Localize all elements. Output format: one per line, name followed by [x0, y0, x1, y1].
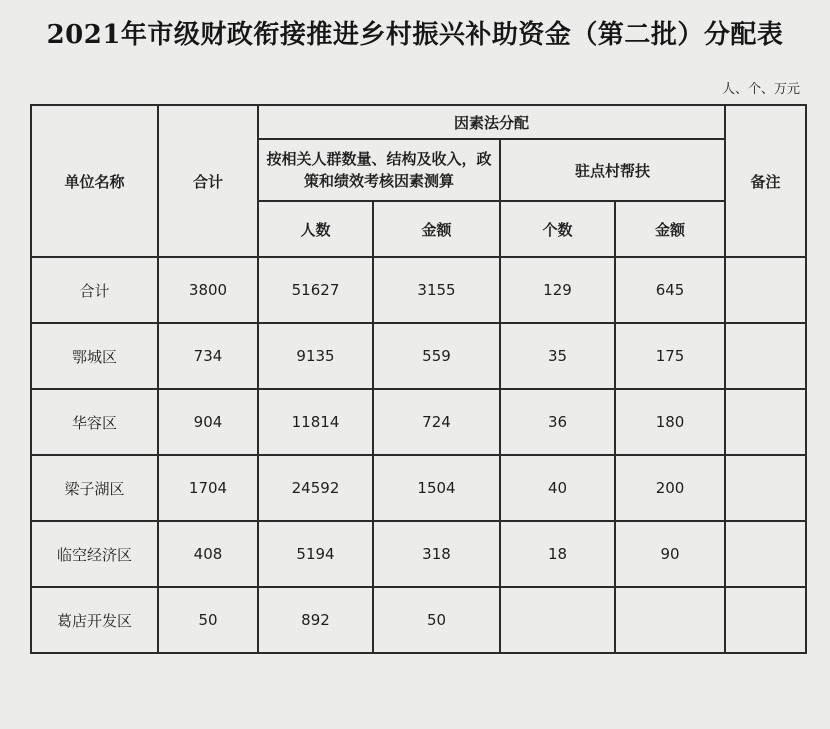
- table-row: [31, 389, 806, 455]
- cell-amount: 724: [373, 389, 500, 455]
- cell-remark: [725, 587, 806, 653]
- cell-amount: 1504: [373, 455, 500, 521]
- header-total: 合计: [158, 105, 258, 257]
- header-population-factor: 按相关人群数量、结构及收入，政策和绩效考核因素测算: [258, 139, 500, 201]
- header-people: 人数: [258, 201, 373, 257]
- cell-total: 408: [158, 521, 258, 587]
- header-unit-name: 单位名称: [31, 105, 158, 257]
- table-row: [31, 521, 806, 587]
- allocation-table: [30, 104, 807, 654]
- page-title: 2021年市级财政衔接推进乡村振兴补助资金（第二批）分配表: [46, 20, 784, 50]
- cell-amount: 318: [373, 521, 500, 587]
- cell-count: 40: [500, 455, 615, 521]
- cell-remark: [725, 323, 806, 389]
- cell-amount-village: [615, 587, 725, 653]
- cell-name: 合计: [31, 257, 158, 323]
- cell-total: 3800: [158, 257, 258, 323]
- cell-count: [500, 587, 615, 653]
- cell-remark: [725, 389, 806, 455]
- cell-amount-village: 200: [615, 455, 725, 521]
- header-village-support: 驻点村帮扶: [500, 139, 725, 201]
- cell-name: 华容区: [31, 389, 158, 455]
- table-row: [31, 587, 806, 653]
- cell-name: 梁子湖区: [31, 455, 158, 521]
- cell-count: 18: [500, 521, 615, 587]
- cell-total: 904: [158, 389, 258, 455]
- cell-remark: [725, 257, 806, 323]
- cell-name: 鄂城区: [31, 323, 158, 389]
- cell-people: 9135: [258, 323, 373, 389]
- cell-count: 35: [500, 323, 615, 389]
- cell-amount: 3155: [373, 257, 500, 323]
- cell-total: 734: [158, 323, 258, 389]
- header-count: 个数: [500, 201, 615, 257]
- header-amount: 金额: [373, 201, 500, 257]
- cell-amount: 559: [373, 323, 500, 389]
- cell-amount-village: 645: [615, 257, 725, 323]
- unit-note: 人、个、万元: [721, 82, 800, 97]
- cell-total: 50: [158, 587, 258, 653]
- cell-people: 11814: [258, 389, 373, 455]
- cell-remark: [725, 521, 806, 587]
- table-row: [31, 257, 806, 323]
- cell-amount-village: 175: [615, 323, 725, 389]
- cell-people: 24592: [258, 455, 373, 521]
- cell-total: 1704: [158, 455, 258, 521]
- table-row: [31, 323, 806, 389]
- table-row: [31, 455, 806, 521]
- cell-amount: 50: [373, 587, 500, 653]
- header-amount-village: 金额: [615, 201, 725, 257]
- header-factor-method: 因素法分配: [258, 105, 725, 139]
- cell-name: 葛店开发区: [31, 587, 158, 653]
- cell-amount-village: 180: [615, 389, 725, 455]
- cell-people: 5194: [258, 521, 373, 587]
- cell-name: 临空经济区: [31, 521, 158, 587]
- cell-amount-village: 90: [615, 521, 725, 587]
- cell-remark: [725, 455, 806, 521]
- cell-people: 51627: [258, 257, 373, 323]
- cell-count: 36: [500, 389, 615, 455]
- header-remarks: 备注: [725, 105, 806, 257]
- cell-people: 892: [258, 587, 373, 653]
- cell-count: 129: [500, 257, 615, 323]
